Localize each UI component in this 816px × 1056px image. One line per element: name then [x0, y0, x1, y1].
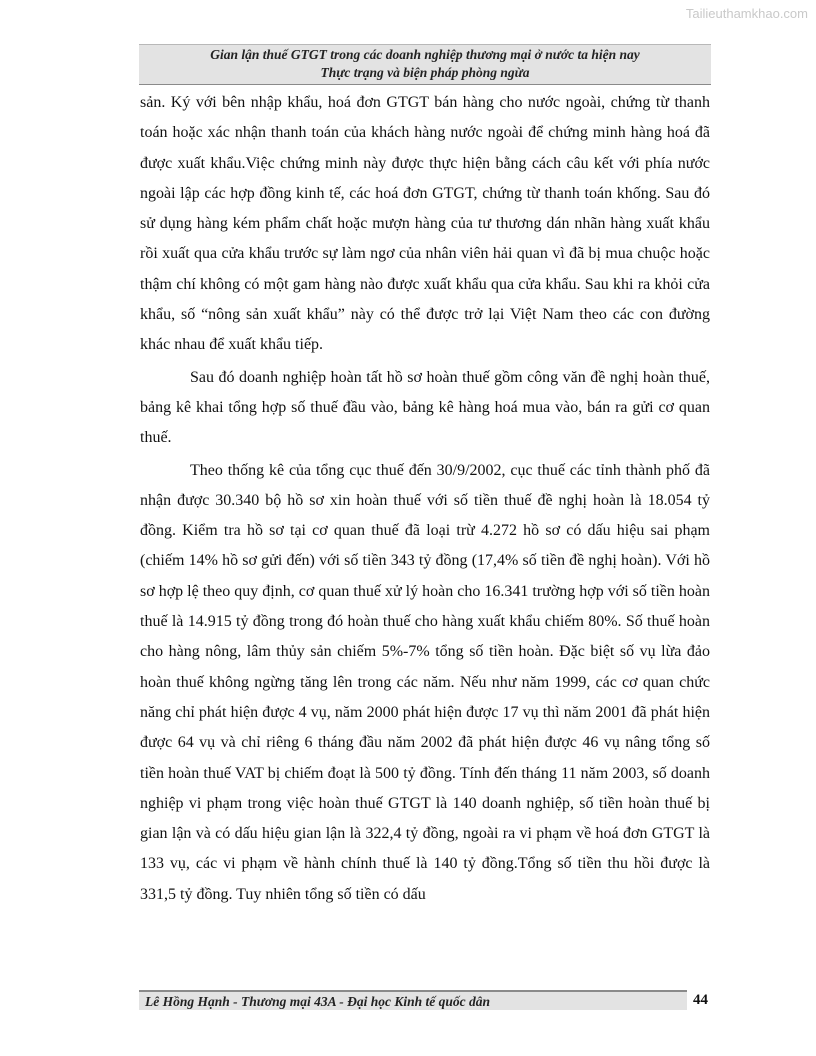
paragraph-1: sản. Ký với bên nhập khẩu, hoá đơn GTGT bán hàng cho nước ngoài, chứng từ thanh toán hoặc xác nhận thanh toán của khách hàng nước ngoài để chứng minh hàng hoá đã được xuất khẩu.Việc chứng minh này được thực hiện bằng cách câu kết với phía nước ngoài lập các hợp đồng kinh tế, các hoá đơn GTGT, chứng từ thanh toán khống. Sau đó sử dụng hàng kém phẩm chất hoặc mượn hàng của tư thương dán nhãn hàng xuất khẩu rồi xuất qua cửa khẩu trước sự làm ngơ của nhân viên hải quan vì đã bị mua chuộc hoặc thậm chí không có một gam hàng nào được xuất khẩu qua cửa khẩu. Sau khi ra khỏi cửa khẩu, số “nông sản xuất khẩu” này có thể được trở lại Việt Nam theo các con đường khác nhau để xuất khẩu tiếp. — [140, 94, 710, 354]
watermark: Tailieuthamkhao.com — [685, 6, 808, 21]
paragraph-2: Sau đó doanh nghiệp hoàn tất hồ sơ hoàn thuế gồm công văn đề nghị hoàn thuế, bảng kê khai tổng hợp số thuế đầu vào, bảng kê hàng hoá mua vào, bán ra gửi cơ quan thuế. — [140, 368, 710, 447]
page-number: 44 — [693, 992, 708, 1008]
document-body — [140, 88, 710, 910]
page-header — [139, 44, 711, 85]
header-title-line1: Gian lận thuế GTGT trong các doanh nghiệp thương mại ở nước ta hiện nay — [210, 47, 640, 62]
page-footer: Lê Hồng Hạnh - Thương mại 43A - Đại học Kinh tế quốc dân — [139, 990, 687, 1010]
paragraph-3: Theo thống kê của tổng cục thuế đến 30/9/2002, cục thuế các tỉnh thành phố đã nhận được 30.340 bộ hồ sơ xin hoàn thuế với số tiền thuế đề nghị hoàn là 18.054 tỷ đồng. Kiểm tra hồ sơ tại cơ quan thuế đã loại trừ 4.272 hồ sơ có dấu hiệu sai phạm (chiếm 14% hồ sơ gửi đến) với số tiền 343 tỷ đồng (17,4% số tiền đề nghị hoàn). Với hồ sơ hợp lệ theo quy định, cơ quan thuế xử lý hoàn cho 16.341 trường hợp với số tiền hoàn thuế là 14.915 tỷ đồng trong đó hoàn thuế cho hàng xuất khẩu chiếm 80%. Số thuế hoàn cho hàng nông, lâm thủy sản chiếm 5%-7% tổng số tiền hoàn. Đặc biệt số vụ lừa đảo hoàn thuế không ngừng tăng lên trong các năm. Nếu như năm 1999, các cơ quan chức năng chỉ phát hiện được 4 vụ, năm 2000 phát hiện được 17 vụ thì năm 2001 đã phát hiện được 64 vụ và chỉ riêng 6 tháng đầu năm 2002 đã phát hiện được 46 vụ nâng tổng số tiền hoàn thuế VAT bị chiếm đoạt là 500 tỷ đồng. Tính đến tháng 11 năm 2003, số doanh nghiệp vi phạm trong việc hoàn thuế GTGT là 140 doanh nghiệp, số tiền hoàn thuế bị gian lận và có dấu hiệu gian lận là 322,4 tỷ đồng, ngoài ra vi phạm về hoá đơn GTGT là 133 vụ, các vi phạm về hành chính thuế là 140 tỷ đồng.Tổng số tiền thu hồi được là 331,5 tỷ đồng. Tuy nhiên tổng số tiền có dấu — [140, 461, 710, 903]
header-title-line2: Thực trạng và biện pháp phòng ngừa — [320, 65, 530, 80]
